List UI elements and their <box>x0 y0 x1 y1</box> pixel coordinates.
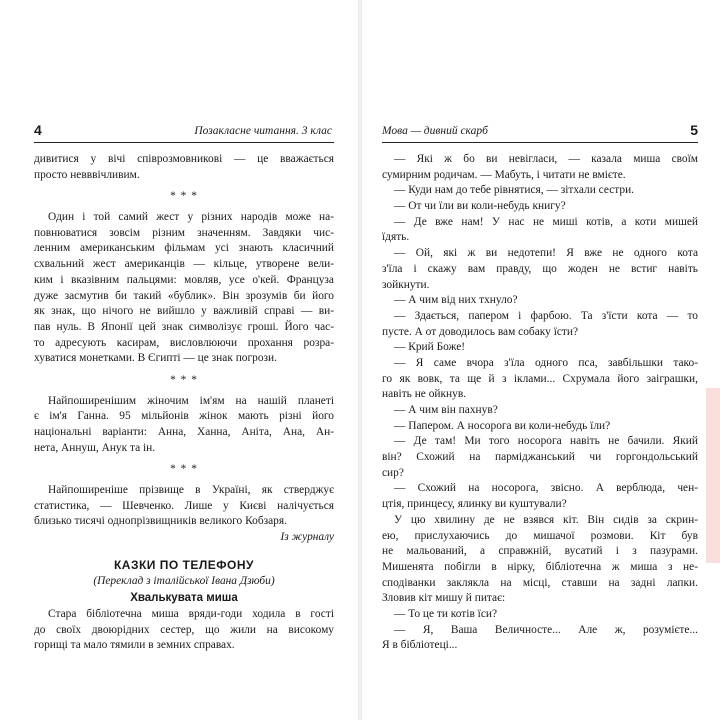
separator-stars: * * * <box>170 463 198 476</box>
left-page-header <box>34 124 334 143</box>
text-line: просто невввічливим. <box>34 168 140 181</box>
text-line: пав нуль. В Японії цей знак символізує гроші. Його час- <box>34 320 334 333</box>
left-page-content <box>34 152 334 654</box>
left-page <box>0 0 358 720</box>
text-line: ею, прислухаючись до мишачої розмови. Кіт був <box>382 529 698 542</box>
separator-stars: * * * <box>170 190 198 203</box>
right-page <box>362 0 720 720</box>
text-line: схвальний жест американців — кільце, утворене вели- <box>34 258 334 271</box>
text-line: є ім'я Ганна. 95 мільйонів жінок мають різні його <box>34 410 334 423</box>
text-line: національні варіанти: Анна, Ханна, Аніта, Ана, Ан- <box>34 426 334 438</box>
source-attribution: Із журналу <box>280 531 334 544</box>
text-line: Мишенята побігли в нірку, бібліотечна ж миша з не- <box>382 560 698 573</box>
text-line: — А чим від них тхнуло? <box>394 294 518 307</box>
separator-stars: * * * <box>170 373 198 386</box>
text-line: — Куди нам до тебе рівнятися, — зітхали сестри. <box>394 184 635 197</box>
text-line: — Крий Боже! <box>394 341 466 354</box>
text-line: дуже засмутив би такий «бублик». Він зрозумів би його <box>34 289 334 302</box>
text-line: як знак, що нічого не вийшло у важливій справі — ви- <box>34 305 334 318</box>
text-line: з'їла і скажу вам правду, що жоден не встиг навіть <box>382 262 698 275</box>
text-line: пусте. А от доводилось вам собаку їсти? <box>382 325 579 338</box>
text-line: сир? <box>382 466 404 479</box>
text-line: він? Схожий на парміджанський чи горгондольський <box>382 451 698 464</box>
left-header-title: Позакласне читання. 3 клас <box>194 125 332 137</box>
right-header-title: Мова — дивний скарб <box>382 125 488 137</box>
text-line: Зловив кіт мишу й питає: <box>382 592 506 605</box>
story-subtitle: (Переклад з італійської Івана Дзюби) <box>93 574 275 587</box>
text-line: ленним американським фільмам усі знають класичний <box>34 242 334 255</box>
text-line: — Де там! Ми того носорога навіть не бачили. Який <box>394 435 698 448</box>
text-line: навіть не ойкнув. <box>382 388 467 401</box>
text-line: сподіванки заклякла на місці, ставши на задні лапки. <box>382 576 698 589</box>
text-line: дивитися у вічі співрозмовникові — це вважається <box>34 153 334 165</box>
text-line: — То це ти котів їси? <box>394 607 498 620</box>
text-line: Один і той самий жест у різних народів може на- <box>48 211 334 224</box>
text-line: — Я саме вчора з'їла одного пса, завбільшки тако- <box>394 356 698 369</box>
text-line: го як вовк, та ще й з іклами... Схрумала його заіграшки, <box>382 372 698 385</box>
text-line: — Де вже нам! У нас не миші котів, а коти мишей <box>394 215 698 228</box>
text-line: їдять. <box>382 231 410 244</box>
text-line: не мальований, а справжній, вусатий і з пазурами. <box>382 545 698 558</box>
right-page-content <box>382 152 698 654</box>
text-line: до своїх двоюрідних сестер, що жили на високому <box>34 623 334 636</box>
text-line: зойкнути. <box>382 278 430 291</box>
text-line: — Папером. А носорога ви коли-небудь їли? <box>394 419 611 432</box>
text-line: то адресують касирам, висловлюючи прохання розра- <box>34 336 334 349</box>
text-line: цтія, принцесу, ялинку ви куштували? <box>382 498 567 511</box>
text-line: повнюватися зовсім різним значенням. Завдяки чис- <box>34 226 334 239</box>
text-line: нета, Аннуш, Анук та ін. <box>34 441 156 454</box>
text-line: — От чи їли ви коли-небудь книгу? <box>394 200 566 213</box>
text-line: близько тисячі однопрізвищників великого Кобзаря. <box>34 515 287 528</box>
text-line: Я в бібліотеці... <box>382 639 458 652</box>
text-line: ким і вказівним пальцями: мовляв, усе о'кей. Француза <box>34 273 334 286</box>
text-line: Найпоширеніше прізвище в Україні, як стверджує <box>48 484 334 497</box>
text-line: Стара бібліотечна миша вряди-годи ходила в гості <box>48 607 334 620</box>
text-line: статистика, — Шевченко. Лише у Києві налічується <box>34 499 334 512</box>
text-line: Найпоширенішим жіночим ім'ям на нашій планеті <box>48 394 334 407</box>
text-line: У цю хвилину де не взявся кіт. Він сидів за скрин- <box>394 513 698 526</box>
text-line: хуватися монетками. В Єгипті — це знак погрози. <box>34 352 277 365</box>
text-line: — Схожий на носорога, звісно. А верблюда, чен- <box>394 482 698 495</box>
right-page-header <box>382 124 698 143</box>
left-page-number: 4 <box>34 122 42 138</box>
tale-title: Хвалькувата миша <box>130 591 238 604</box>
text-line: — Ой, які ж ви недотепи! Я вже не одного кота <box>394 247 698 260</box>
story-title: КАЗКИ ПО ТЕЛЕФОНУ <box>113 557 255 572</box>
text-line: — Які ж бо ви невігласи, — казала миша своїм <box>394 153 698 165</box>
text-line: — А чим він пахнув? <box>394 404 498 416</box>
page-edge-tab <box>706 388 720 563</box>
right-page-number: 5 <box>690 122 698 138</box>
text-line: — Я, Ваша Величносте... Але ж, розумієте... <box>394 623 698 636</box>
text-line: горищі та мало тямили в земних справах. <box>34 639 235 652</box>
text-line: — Здається, папером і фарбою. Та з'їсти кота — то <box>394 309 698 322</box>
text-line: сумирним родичам. — Мабуть, і читати не вмієте. <box>382 168 626 181</box>
